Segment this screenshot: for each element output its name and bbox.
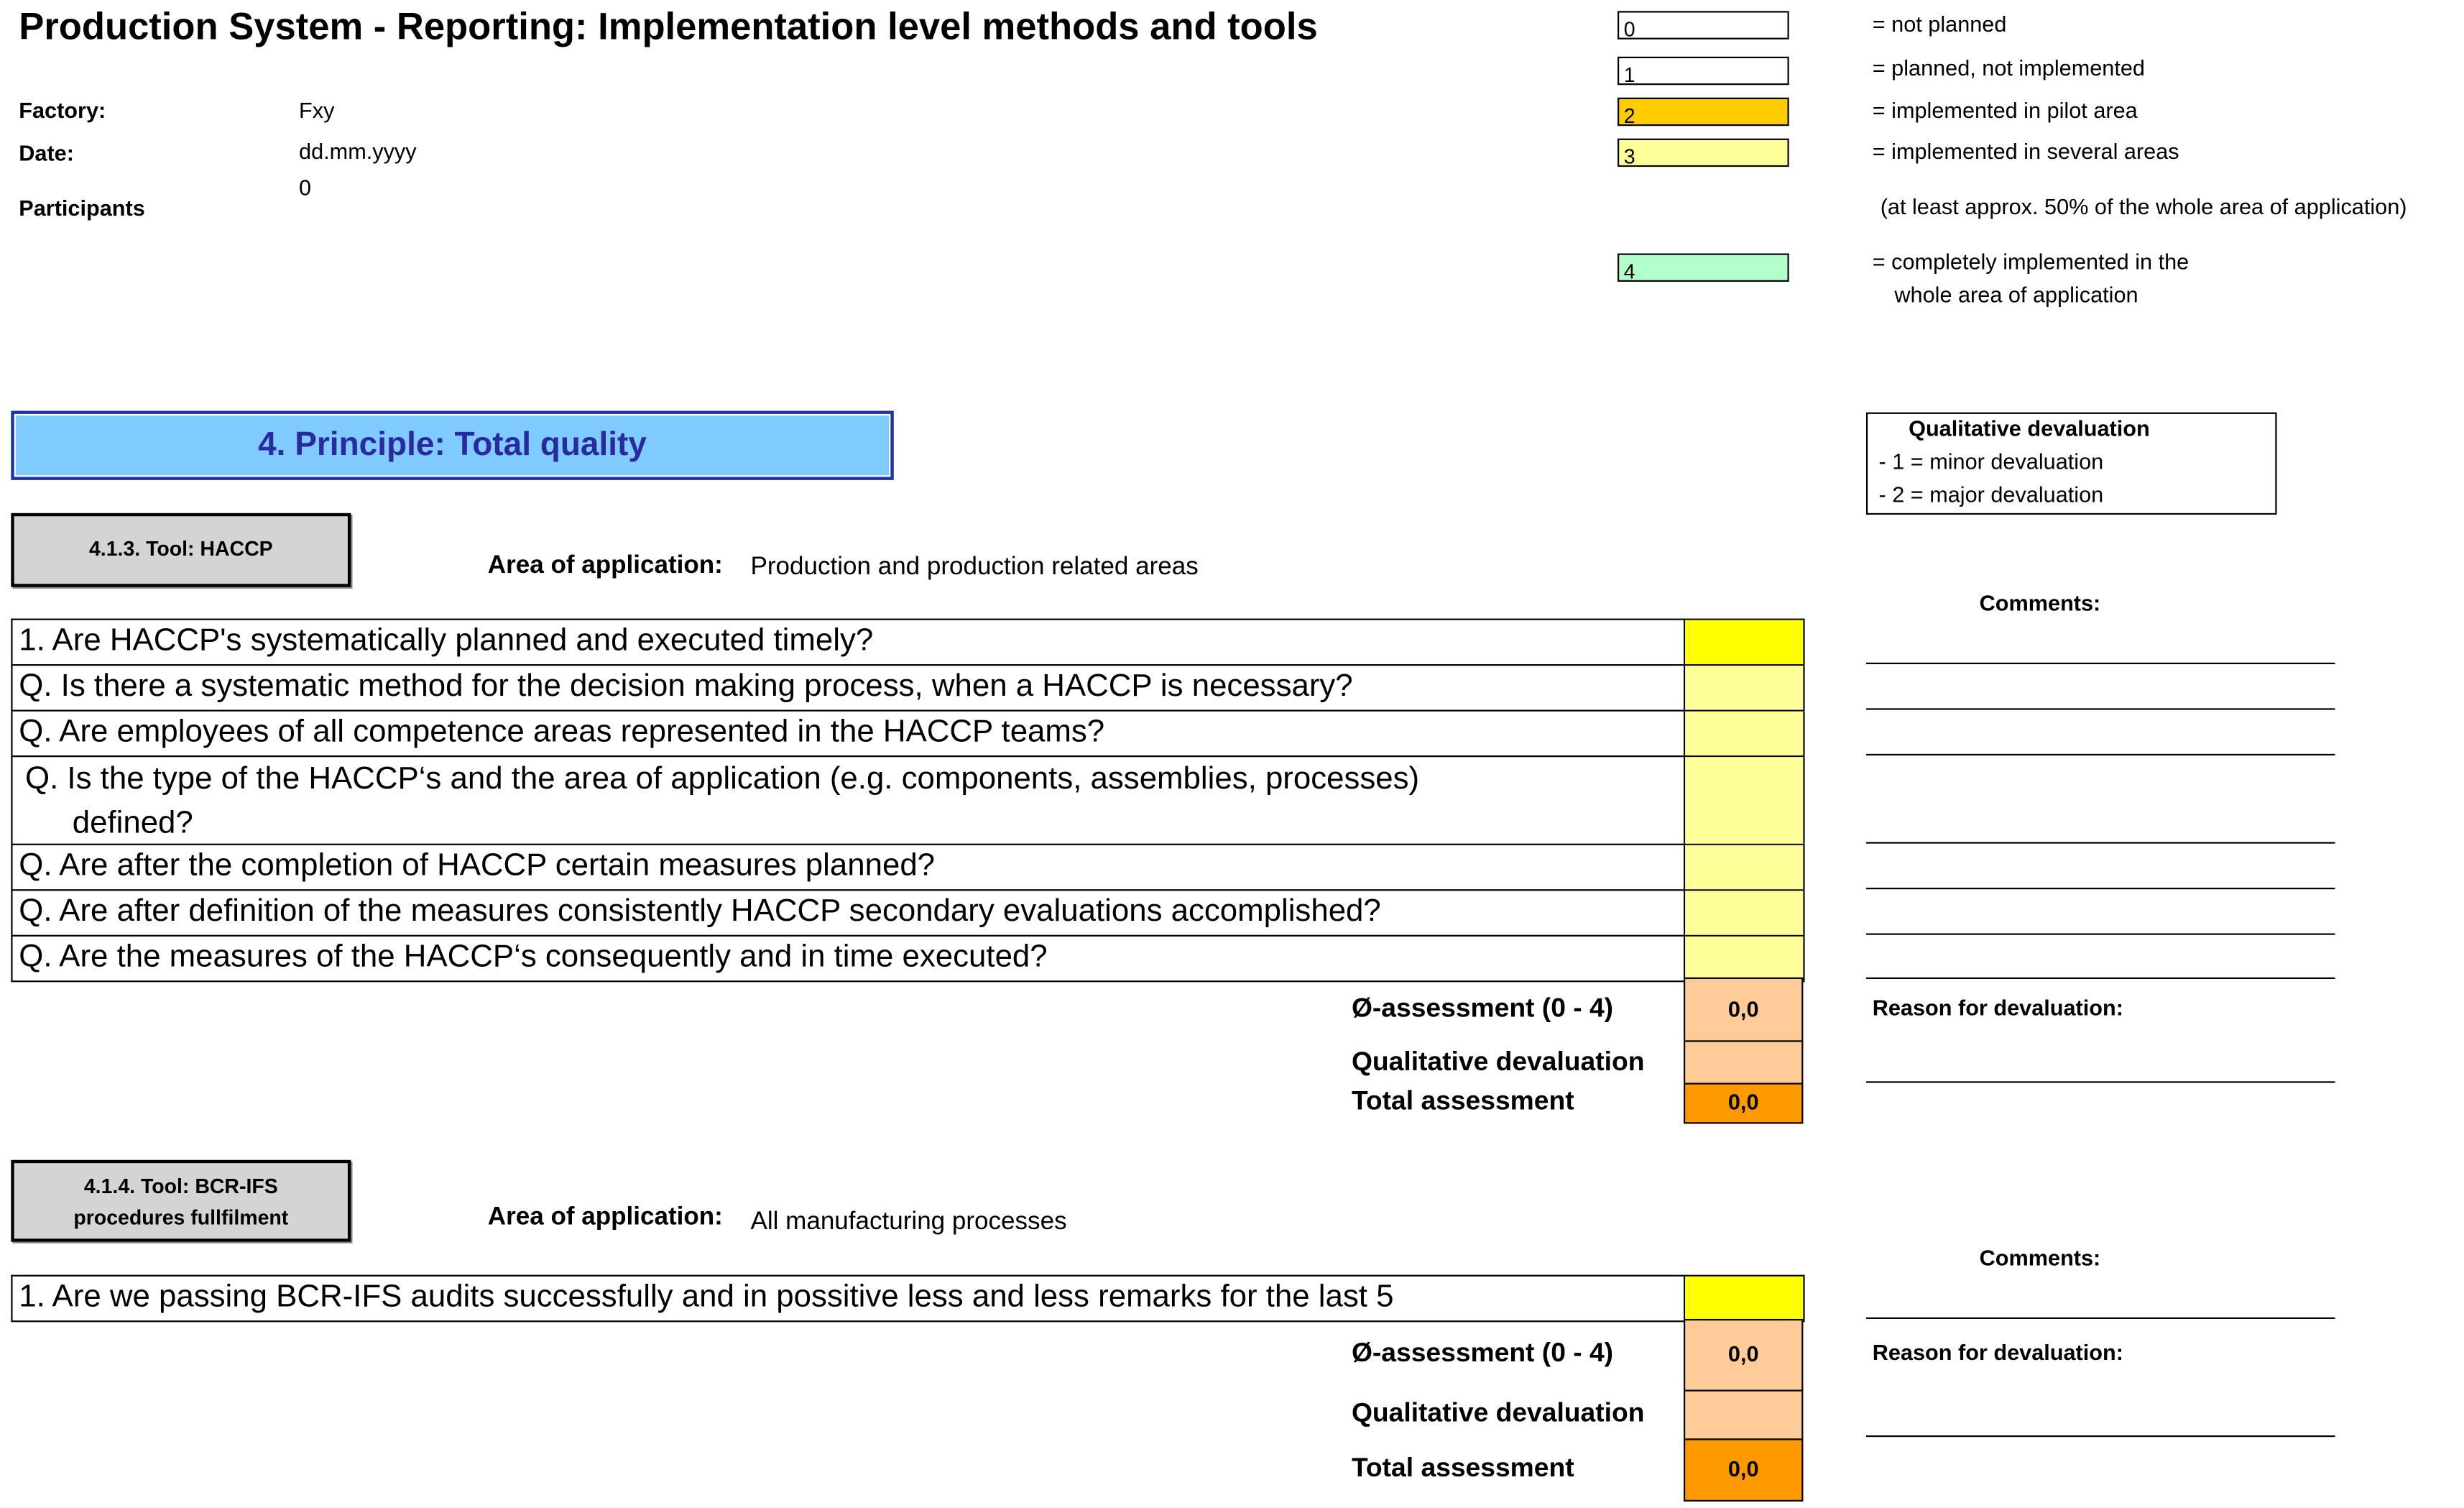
- legend-note: (at least approx. 50% of the whole area of application): [1880, 193, 2407, 219]
- area-label-1: Area of application:: [487, 552, 723, 579]
- comment-line[interactable]: [1866, 754, 2335, 755]
- table-row: [13, 1277, 1805, 1323]
- table-row: [13, 712, 1805, 758]
- table-row: [13, 666, 1805, 712]
- avg-assessment-value-2: 0,0: [1684, 1319, 1803, 1392]
- avg-assessment-label-2: Ø-assessment (0 - 4): [1351, 1338, 1614, 1368]
- assessment-cell[interactable]: [1685, 620, 1804, 664]
- question-text: Q. Is there a systematic method for the decision making process, when a HACCP is necessary?: [13, 666, 1686, 709]
- question-text: 1. Are HACCP's systematically planned and executed timely?: [13, 620, 1686, 664]
- question-text: 1. Are we passing BCR-IFS audits successfully and in possitive less and less remarks for the last 5: [13, 1277, 1686, 1320]
- qual-devaluation-label: Qualitative devaluation: [1351, 1047, 1645, 1077]
- qual-devaluation-input[interactable]: [1684, 1040, 1803, 1084]
- participants-label: Participants: [19, 195, 145, 221]
- assessment-cell[interactable]: [1685, 666, 1804, 709]
- reason-line[interactable]: [1866, 1081, 2335, 1082]
- legend-text-3: = implemented in several areas: [1872, 138, 2179, 164]
- tool-header-bcr-ifs: [11, 1160, 351, 1242]
- reason-line-2[interactable]: [1866, 1435, 2335, 1437]
- legend-text-0: = not planned: [1872, 11, 2007, 37]
- qualitative-devaluation-box: [1866, 413, 2277, 515]
- reason-label-2: Reason for devaluation:: [1872, 1339, 2123, 1365]
- comments-label-2: Comments:: [1979, 1245, 2101, 1271]
- question-table-bcr-ifs: [11, 1275, 1804, 1323]
- assessment-cell[interactable]: [1685, 712, 1804, 755]
- comment-line[interactable]: [1866, 978, 2335, 979]
- total-assessment-value: 0,0: [1684, 1083, 1803, 1124]
- question-text: Q. Are employees of all competence areas represented in the HACCP teams?: [13, 712, 1686, 755]
- total-assessment-label: Total assessment: [1351, 1085, 1574, 1116]
- comment-line[interactable]: [1866, 708, 2335, 709]
- qual-devaluation-label-2: Qualitative devaluation: [1351, 1397, 1645, 1428]
- question-text: Q. Are the measures of the HACCP‘s consequently and in time executed?: [13, 937, 1686, 980]
- page-title: Production System - Reporting: Implementation level methods and tools: [19, 6, 1318, 49]
- question-text: Q. Are after definition of the measures consistently HACCP secondary evaluations accomplished?: [13, 891, 1686, 934]
- avg-assessment-value: 0,0: [1684, 978, 1803, 1042]
- qual-box-line1: - 1 = minor devaluation: [1878, 449, 2104, 474]
- date-label: Date:: [19, 139, 74, 165]
- area-label-2: Area of application:: [487, 1204, 723, 1231]
- total-assessment-label-2: Total assessment: [1351, 1453, 1574, 1483]
- qual-box-title: Qualitative devaluation: [1909, 415, 2150, 441]
- legend-text-2: = implemented in pilot area: [1872, 97, 2138, 123]
- comment-line[interactable]: [1866, 1318, 2335, 1319]
- assessment-cell[interactable]: [1685, 1277, 1804, 1320]
- assessment-cell[interactable]: [1685, 845, 1804, 889]
- avg-assessment-label: Ø-assessment (0 - 4): [1351, 993, 1614, 1024]
- qual-devaluation-input-2[interactable]: [1684, 1390, 1803, 1440]
- assessment-cell[interactable]: [1685, 891, 1804, 934]
- reason-label-1: Reason for devaluation:: [1872, 994, 2123, 1020]
- factory-label: Factory:: [19, 97, 106, 123]
- assessment-cell[interactable]: [1685, 757, 1804, 843]
- question-text: [13, 757, 1686, 843]
- tool-header-line1: 4.1.4. Tool: BCR-IFS: [83, 1174, 278, 1198]
- question-table-haccp: [11, 619, 1804, 983]
- question-text: Q. Are after the completion of HACCP certain measures planned?: [13, 845, 1686, 889]
- comment-line[interactable]: [1866, 933, 2335, 934]
- legend-box-4: 4: [1618, 254, 1789, 282]
- comment-line[interactable]: [1866, 663, 2335, 664]
- participants-value[interactable]: 0: [299, 175, 312, 201]
- assessment-cell[interactable]: [1685, 937, 1804, 980]
- table-row: [13, 937, 1805, 983]
- table-row: [13, 891, 1805, 937]
- total-assessment-value-2: 0,0: [1684, 1438, 1803, 1502]
- legend-box-3: 3: [1618, 139, 1789, 167]
- comment-line[interactable]: [1866, 842, 2335, 843]
- table-row: [13, 845, 1805, 891]
- legend-box-0: 0: [1618, 11, 1789, 39]
- comments-label-1: Comments:: [1979, 590, 2101, 616]
- factory-value[interactable]: Fxy: [299, 97, 335, 123]
- area-value-2: All manufacturing processes: [750, 1208, 1067, 1236]
- legend-box-2: 2: [1618, 98, 1789, 126]
- comment-line[interactable]: [1866, 888, 2335, 889]
- legend-text-1: = planned, not implemented: [1872, 55, 2145, 81]
- date-value[interactable]: dd.mm.yyyy: [299, 138, 417, 164]
- tool-header-haccp: 4.1.3. Tool: HACCP: [11, 513, 351, 587]
- legend-box-1: 1: [1618, 57, 1789, 85]
- table-row: [13, 620, 1805, 666]
- table-row: [13, 757, 1805, 845]
- qual-box-line2: - 2 = major devaluation: [1878, 482, 2104, 507]
- area-value-1: Production and production related areas: [750, 553, 1199, 581]
- principle-banner: 4. Principle: Total quality: [11, 411, 893, 480]
- legend-text-4: = completely implemented in the: [1872, 248, 2190, 275]
- question-text-wrapped: Q. Is the type of the HACCP‘s and the area of application (e.g. components, assemblies, processes) defined?: [25, 761, 1420, 841]
- tool-header-line2: procedures fullfilment: [73, 1205, 289, 1230]
- legend-text-4b: whole area of application: [1894, 281, 2138, 307]
